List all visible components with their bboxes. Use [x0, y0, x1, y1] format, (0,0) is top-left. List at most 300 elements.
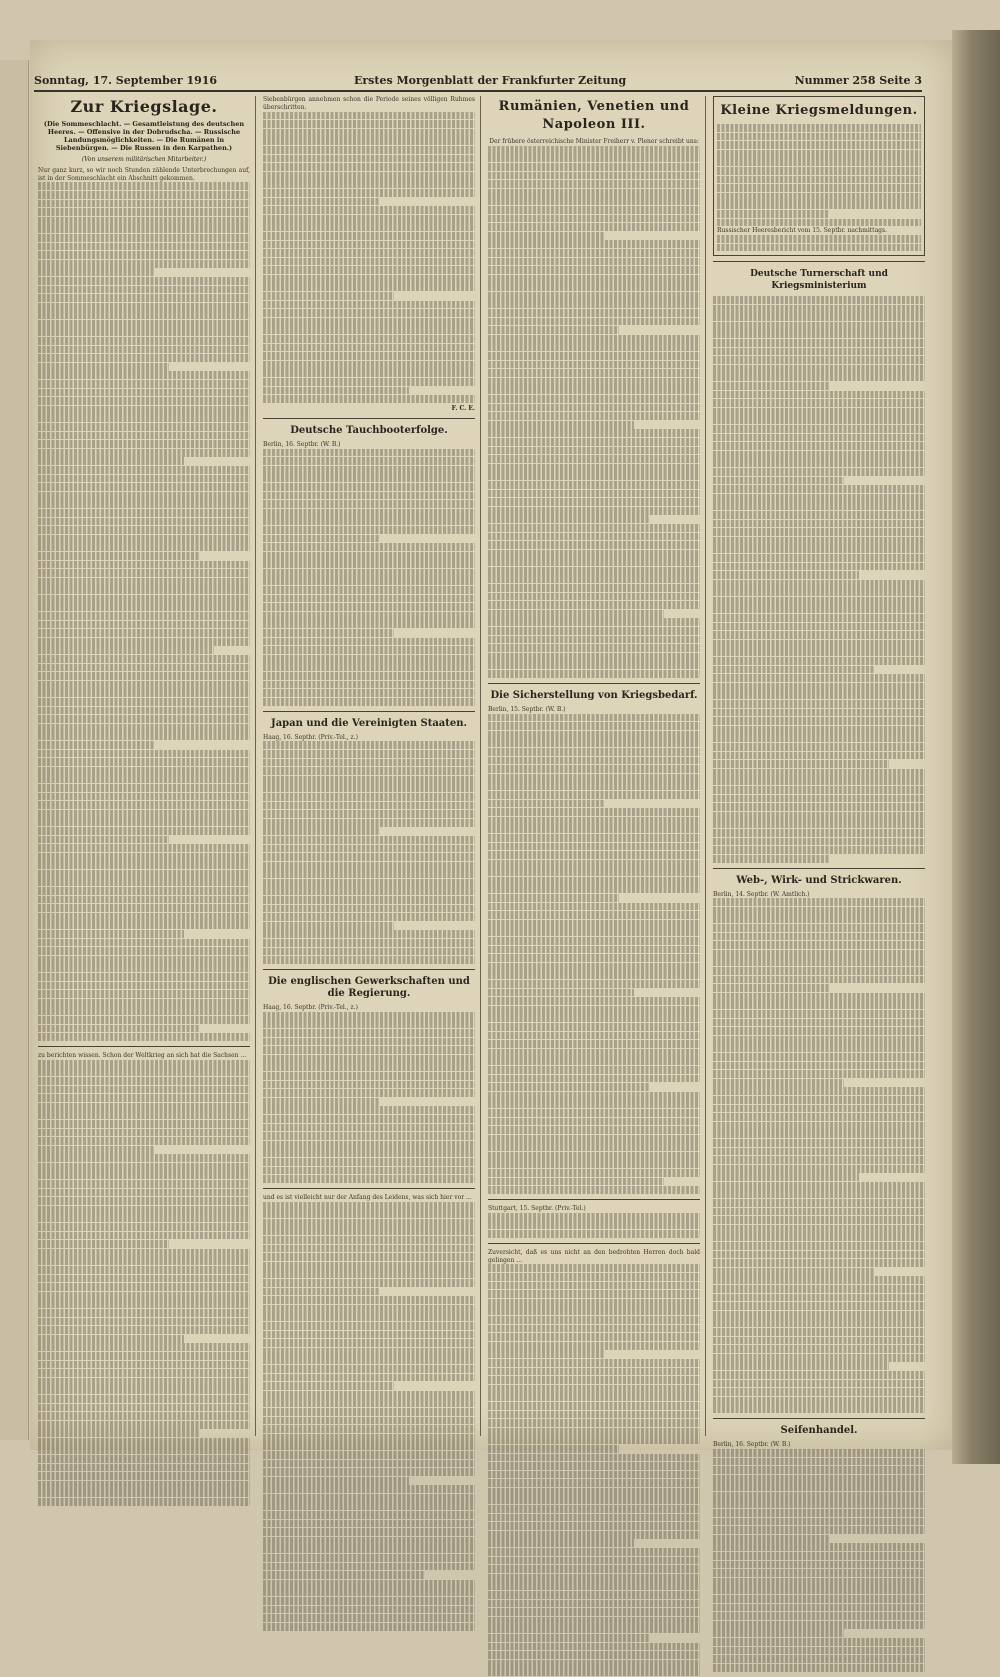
- text-line: [488, 386, 700, 394]
- text-line: [488, 1496, 700, 1504]
- text-line: [488, 1574, 700, 1582]
- text-line: [713, 683, 925, 691]
- text-line: [263, 646, 475, 654]
- text-line: [263, 922, 394, 930]
- text-line: [488, 464, 700, 472]
- text-line: [713, 1518, 925, 1526]
- text-line: [263, 1253, 475, 1261]
- text-line: [713, 1647, 925, 1655]
- text-line: [713, 1148, 925, 1156]
- text-line: [38, 956, 250, 964]
- text-line: [713, 1655, 925, 1663]
- text-line: [713, 846, 925, 854]
- text-line: [38, 784, 250, 792]
- text-line: [717, 244, 921, 252]
- text-line: [38, 500, 250, 508]
- text-line: [263, 655, 475, 663]
- article-body-turnerschaft: [713, 296, 925, 862]
- text-line: [713, 1449, 925, 1457]
- text-line: [38, 844, 250, 852]
- text-line: [38, 225, 250, 233]
- text-line: [263, 1442, 475, 1450]
- text-line: [263, 663, 475, 671]
- text-line: [38, 853, 250, 861]
- text-line: [488, 670, 700, 678]
- text-line: [38, 603, 250, 611]
- text-line: [713, 1509, 925, 1517]
- text-line: [488, 1625, 700, 1633]
- text-line: [713, 786, 925, 794]
- text-line: [38, 1421, 250, 1429]
- column-rule: [480, 96, 481, 1436]
- text-line: [38, 483, 250, 491]
- text-line: [488, 1522, 700, 1530]
- text-line: [263, 595, 475, 603]
- section-divider: [38, 1046, 250, 1047]
- text-line: [263, 793, 475, 801]
- text-line: [263, 1554, 475, 1562]
- text-line: [263, 879, 475, 887]
- text-line: [263, 275, 475, 283]
- text-line: [713, 1001, 925, 1009]
- text-line: [263, 681, 475, 689]
- text-line: [38, 268, 155, 276]
- text-line: [488, 275, 700, 283]
- text-line: [713, 777, 925, 785]
- text-line: [38, 1369, 250, 1377]
- text-line: [713, 1208, 925, 1216]
- text-line: [263, 1545, 475, 1553]
- text-line: [38, 689, 250, 697]
- author-intro: Der frühere österreichische Minister Freiherr v. Plener schreibt uns:: [489, 138, 699, 145]
- text-line: [38, 1257, 250, 1265]
- text-line: [713, 313, 925, 321]
- text-line: [488, 1548, 700, 1556]
- text-line: [263, 543, 475, 551]
- text-line: [713, 898, 925, 906]
- text-line: [263, 759, 475, 767]
- text-line: [713, 511, 925, 519]
- text-line: [713, 391, 925, 399]
- article-body-kriegsmeldungen: [717, 124, 921, 226]
- text-line: [38, 1086, 250, 1094]
- text-line: [38, 887, 250, 895]
- text-line: [488, 971, 700, 979]
- text-line: [717, 219, 921, 227]
- text-line: [488, 661, 700, 669]
- text-line: [38, 509, 250, 517]
- text-line: [488, 937, 700, 945]
- dateline: Berlin, 16. Septbr. (W. B.): [263, 440, 341, 448]
- text-line: [713, 752, 925, 760]
- column-1: [38, 96, 250, 1507]
- headline-turnerschaft: Deutsche Turnerschaft und Kriegsministerium: [750, 269, 888, 292]
- text-line: [38, 303, 250, 311]
- text-line: [38, 707, 250, 715]
- text-line: [488, 731, 700, 739]
- text-line: [38, 921, 250, 929]
- text-line: [263, 1115, 475, 1123]
- text-line: [263, 129, 475, 137]
- text-line: [488, 1582, 700, 1590]
- text-line: [713, 795, 925, 803]
- article-body-kriegsbedarf: [488, 714, 700, 1194]
- text-line: [488, 1066, 700, 1074]
- text-line: [263, 948, 475, 956]
- text-line: [263, 172, 475, 180]
- text-line: [263, 283, 475, 291]
- text-line: [713, 640, 925, 648]
- text-line: [488, 1591, 700, 1599]
- text-line: [488, 490, 700, 498]
- text-line: [263, 1408, 475, 1416]
- text-line: [713, 451, 925, 459]
- text-line: [38, 1438, 250, 1446]
- text-line: [713, 941, 925, 949]
- text-line: [713, 657, 925, 665]
- section-divider: [263, 418, 475, 419]
- text-line: [713, 305, 925, 313]
- text-line: [713, 907, 925, 915]
- text-line: [263, 896, 475, 904]
- text-line: [263, 552, 475, 560]
- text-line: [713, 674, 925, 682]
- text-line: [488, 593, 700, 601]
- text-line: [713, 1070, 925, 1078]
- text-line: [713, 1130, 925, 1138]
- text-line: [263, 1606, 475, 1614]
- text-line: [713, 588, 925, 596]
- text-line: [488, 438, 700, 446]
- lower-article-body: [263, 1202, 475, 1631]
- text-line: [713, 820, 925, 828]
- text-line: [488, 610, 664, 618]
- text-line: [263, 930, 475, 938]
- text-line: [263, 1451, 475, 1459]
- text-line: [488, 1385, 700, 1393]
- text-line: [713, 1113, 925, 1121]
- text-line: [38, 990, 250, 998]
- text-line: [263, 1331, 475, 1339]
- text-line: [38, 775, 250, 783]
- text-line: [38, 655, 250, 663]
- text-line: [263, 689, 475, 697]
- text-line: [38, 1033, 250, 1041]
- text-line: [488, 447, 700, 455]
- text-line: [38, 1129, 250, 1137]
- text-line: [488, 1075, 700, 1083]
- headline-japan: Japan und die Vereinigten Staaten.: [270, 717, 468, 729]
- text-line: [713, 348, 925, 356]
- text-line: [38, 397, 250, 405]
- column-2: [263, 96, 475, 1631]
- text-line: [488, 1014, 700, 1022]
- text-line: [488, 524, 700, 532]
- text-line: [263, 1313, 475, 1321]
- text-line: [713, 1604, 925, 1612]
- text-line: [38, 1498, 250, 1506]
- text-line: [263, 1460, 475, 1468]
- text-line: [38, 380, 250, 388]
- text-line: [488, 1230, 700, 1238]
- text-line: [263, 1141, 475, 1149]
- text-line: [38, 1378, 250, 1386]
- text-line: [713, 734, 925, 742]
- text-line: [263, 292, 394, 300]
- text-line: [263, 189, 475, 197]
- text-line: [38, 1300, 250, 1308]
- text-line: [488, 223, 700, 231]
- text-line: [263, 361, 475, 369]
- author-signature: F. C. E.: [451, 404, 475, 412]
- text-line: [263, 352, 475, 360]
- text-line: [263, 258, 475, 266]
- text-line: [263, 318, 475, 326]
- text-line: [717, 184, 921, 192]
- text-line: [713, 1105, 925, 1113]
- text-line: [38, 973, 250, 981]
- text-line: [488, 172, 700, 180]
- text-line: [488, 1445, 619, 1453]
- text-line: [38, 758, 250, 766]
- section-divider: [488, 1243, 700, 1244]
- text-line: [38, 904, 250, 912]
- text-line: [263, 1106, 475, 1114]
- dateline: Stuttgart, 15. Septbr. (Priv.-Tel.): [488, 1205, 586, 1213]
- text-line: [488, 189, 700, 197]
- text-line: [488, 1634, 649, 1642]
- text-line: [488, 343, 700, 351]
- text-line: [263, 483, 475, 491]
- article-body-continued: [263, 112, 475, 403]
- text-line: [38, 767, 250, 775]
- text-line: [717, 141, 921, 149]
- article-text: Nur ganz kurz, so wir noch Stunden zählende Unterbrechungen auf, ist in der Sommeschlacht ein Abschnitt gekommen.: [38, 166, 250, 182]
- text-line: [38, 1472, 250, 1480]
- text-line: [713, 1251, 925, 1259]
- headline-kriegsbedarf: Die Sicherstellung von Kriegsbedarf.: [490, 689, 698, 701]
- text-line: [38, 836, 169, 844]
- text-line: [488, 1032, 700, 1040]
- text-line: [713, 631, 925, 639]
- text-line: [38, 621, 250, 629]
- text-line: [717, 201, 921, 209]
- text-line: [263, 862, 475, 870]
- text-line: [713, 1612, 925, 1620]
- dateline: Haag, 16. Septbr. (Priv.-Tel., z.): [263, 733, 358, 741]
- text-line: [488, 885, 700, 893]
- text-line: [263, 956, 475, 964]
- text-line: [713, 1475, 925, 1483]
- text-line: [263, 457, 475, 465]
- text-line: [713, 459, 925, 467]
- text-line: [38, 1163, 250, 1171]
- text-line: [38, 1154, 250, 1162]
- text-line: [263, 638, 475, 646]
- text-line: [713, 1397, 925, 1405]
- text-line: [488, 868, 700, 876]
- text-line: [263, 112, 475, 120]
- text-line: [488, 1006, 700, 1014]
- text-line: [38, 277, 250, 285]
- text-line: [263, 1382, 394, 1390]
- text-line: [38, 793, 250, 801]
- headline-webwaren: Web-, Wirk- und Strickwaren.: [736, 874, 902, 886]
- text-line: [488, 481, 700, 489]
- text-line: [38, 1275, 250, 1283]
- dateline: Haag, 16. Septbr. (Priv.-Tel., z.): [263, 1004, 358, 1012]
- text-line: [713, 1380, 925, 1388]
- text-line: [488, 800, 605, 808]
- text-line: [717, 235, 921, 243]
- text-line: [38, 389, 250, 397]
- article-body-webwaren: [713, 898, 925, 1413]
- text-line: [263, 1063, 475, 1071]
- text-line: [263, 629, 394, 637]
- text-line: [488, 1109, 700, 1117]
- text-line: [713, 924, 925, 932]
- text-line: [713, 494, 925, 502]
- text-line: [488, 894, 619, 902]
- text-line: [263, 1537, 475, 1545]
- text-line: [713, 1552, 925, 1560]
- text-line: [713, 373, 925, 381]
- text-line: [263, 887, 475, 895]
- text-line: [488, 258, 700, 266]
- text-line: [38, 586, 250, 594]
- text-line: [38, 337, 250, 345]
- text-line: [488, 1135, 700, 1143]
- box-kriegsmeldungen: [713, 96, 925, 256]
- masthead: [34, 72, 922, 92]
- text-line: [38, 1386, 250, 1394]
- text-line: [488, 154, 700, 162]
- text-line: [263, 378, 475, 386]
- text-line: [713, 339, 925, 347]
- text-line: [488, 903, 700, 911]
- text-line: [713, 580, 925, 588]
- text-line: [488, 292, 700, 300]
- text-line: [38, 750, 250, 758]
- text-line: [38, 1481, 250, 1489]
- text-line: [38, 1103, 250, 1111]
- text-line: [263, 1167, 475, 1175]
- text-line: [263, 474, 475, 482]
- text-line: [488, 1479, 700, 1487]
- text-line: [38, 930, 184, 938]
- text-line: [713, 958, 925, 966]
- text-line: [263, 1468, 475, 1476]
- text-line: [38, 810, 250, 818]
- text-line: [488, 877, 700, 885]
- text-line: [263, 232, 475, 240]
- text-line: [263, 1485, 475, 1493]
- text-line: [38, 1120, 250, 1128]
- binding-shadow-left: [0, 60, 29, 1440]
- text-line: [38, 251, 250, 259]
- text-line: [488, 860, 700, 868]
- article-body-seifenhandel: [713, 1449, 925, 1672]
- text-line: [263, 146, 475, 154]
- article-body-heeresbericht: [717, 235, 921, 251]
- text-line: [263, 1175, 475, 1183]
- text-line: [713, 537, 925, 545]
- text-line: [263, 1623, 475, 1631]
- text-line: [488, 765, 700, 773]
- text-line: [263, 1614, 475, 1622]
- text-line: [488, 550, 700, 558]
- text-line: [38, 432, 250, 440]
- text-line: [38, 1283, 250, 1291]
- text-line: [488, 455, 700, 463]
- text-line: [488, 817, 700, 825]
- text-line: [263, 1296, 475, 1304]
- text-line: [263, 1029, 475, 1037]
- byline: (Von unserem militärischen Mitarbeiter.): [81, 156, 207, 163]
- text-line: [713, 1664, 925, 1672]
- text-line: [38, 913, 250, 921]
- text-line: [713, 485, 925, 493]
- text-line: [713, 1535, 830, 1543]
- text-line: [713, 554, 925, 562]
- text-line: [488, 963, 700, 971]
- text-line: [38, 1137, 250, 1145]
- text-line: [488, 1023, 700, 1031]
- text-line: [713, 1216, 925, 1224]
- text-line: [263, 1305, 475, 1313]
- section-divider: [488, 1199, 700, 1200]
- text-line: [488, 1376, 700, 1384]
- text-line: [713, 769, 925, 777]
- headline-tauchboot: Deutsche Tauchbooterfolge.: [290, 424, 448, 436]
- text-line: [38, 646, 214, 654]
- text-line: [263, 1038, 475, 1046]
- text-line: [38, 492, 250, 500]
- text-line: [488, 1505, 700, 1513]
- text-line: [38, 1171, 250, 1179]
- text-line: [38, 543, 250, 551]
- text-line: [263, 155, 475, 163]
- text-line: [263, 577, 475, 585]
- text-line: [713, 477, 844, 485]
- text-line: [38, 1240, 169, 1248]
- text-line: [38, 182, 250, 190]
- text-line: [263, 1262, 475, 1270]
- article-body-kriegslage: [38, 182, 250, 1041]
- text-line: [713, 1405, 925, 1413]
- text-line: [488, 1100, 700, 1108]
- text-line: [263, 569, 475, 577]
- text-line: [38, 1025, 199, 1033]
- article-body-stuttgart: [488, 1213, 700, 1238]
- text-line: [263, 301, 475, 309]
- text-line: [488, 1368, 700, 1376]
- text-line: [263, 913, 475, 921]
- text-line: [263, 1020, 475, 1028]
- column-4: [713, 96, 925, 1672]
- text-line: [38, 947, 250, 955]
- text-line: [713, 1302, 925, 1310]
- text-line: [263, 845, 475, 853]
- text-line: [713, 1569, 925, 1577]
- text-line: [263, 1477, 409, 1485]
- text-line: [488, 335, 700, 343]
- text-line: [38, 741, 155, 749]
- text-line: [713, 1492, 925, 1500]
- text-line: [488, 1419, 700, 1427]
- text-line: [263, 266, 475, 274]
- text-line: [713, 743, 925, 751]
